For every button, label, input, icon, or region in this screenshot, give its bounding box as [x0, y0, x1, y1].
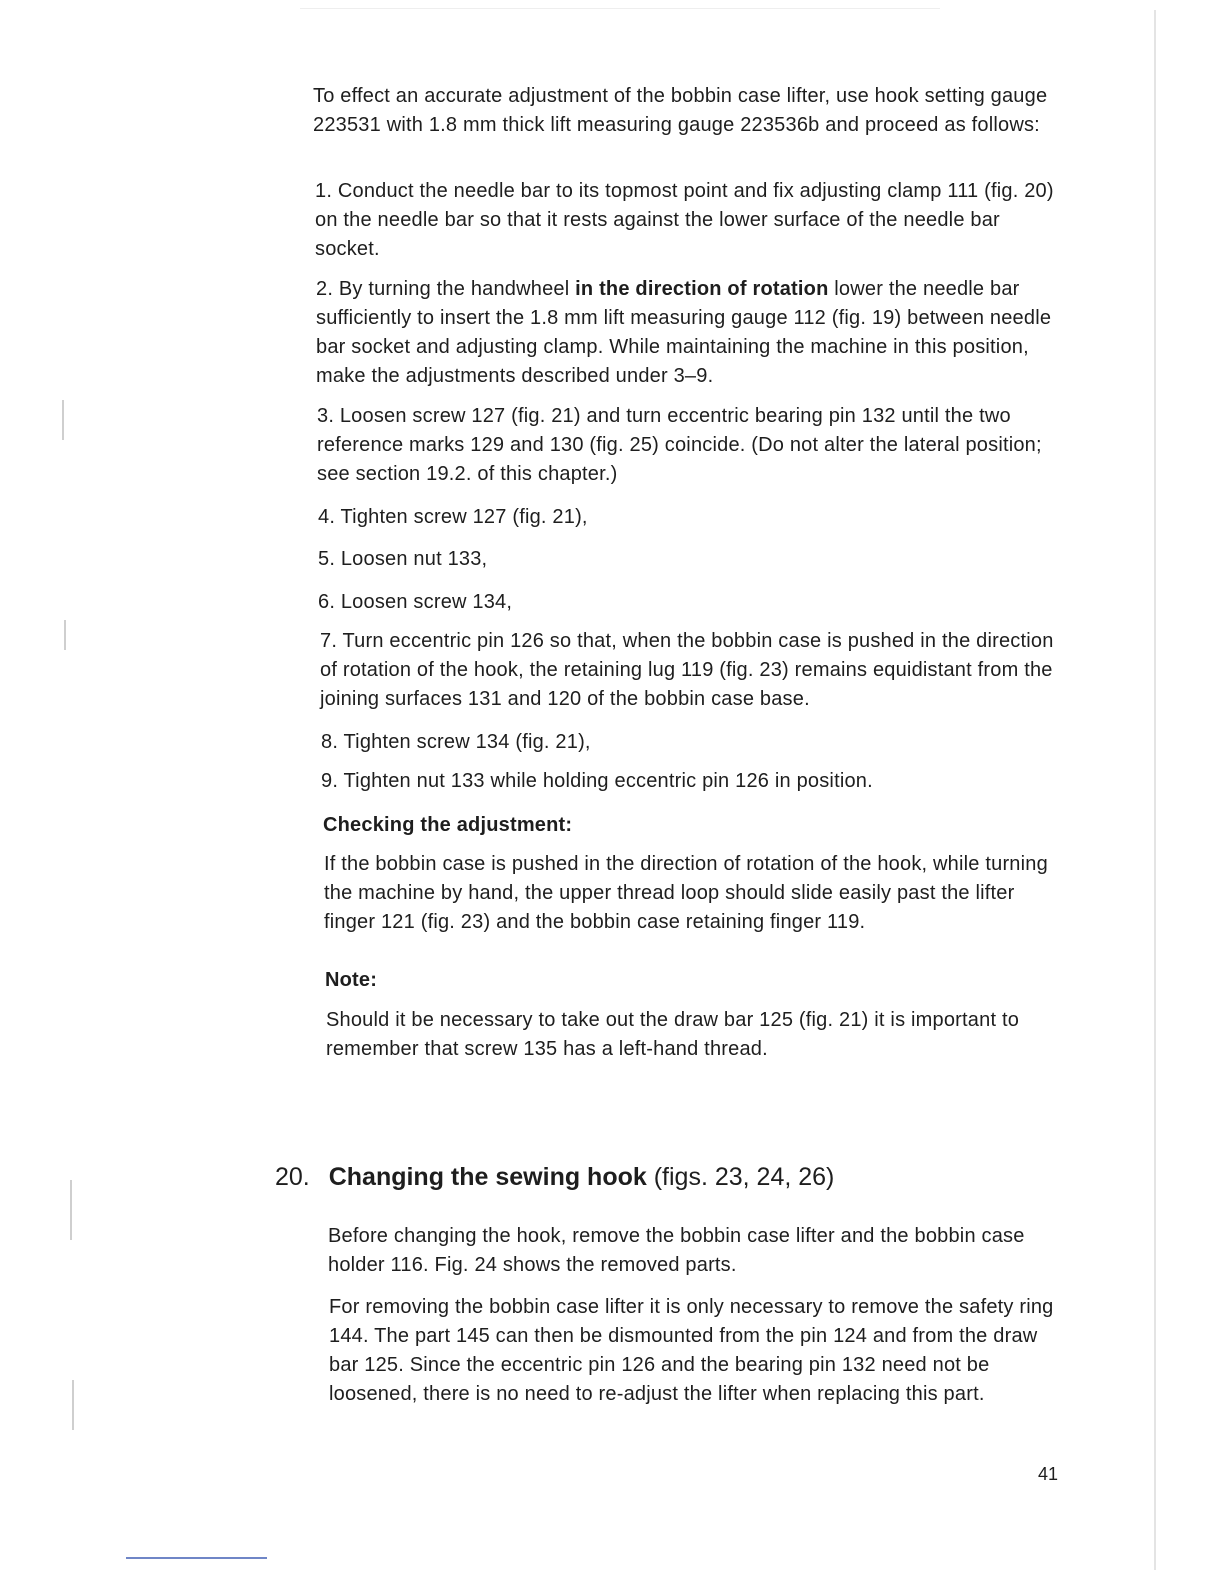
section-text: For removing the bobbin case lifter it is only necessary to remove the safety ring 144. The part 145 can then be dismounted from the pin 124 and from the draw bar 125. Since the eccentric pin 126 and the bearing pin 132 need not be loosened, there is no need to re-adjust the lifter when replacing this part.: [329, 1296, 1054, 1405]
step-text: Tighten screw 127 (fig. 21),: [340, 506, 588, 528]
step-text: lower the needle bar sufficiently to insert the 1.8 mm lift measuring gauge 112 (fig. 19) between needle bar socket and adjusting clamp. While maintaining the machine in this position, make the adjustments described under 3–9.: [316, 278, 1052, 387]
step-text: Loosen nut 133,: [340, 548, 488, 570]
section-heading: [275, 1160, 834, 1194]
step-6: [318, 588, 1058, 617]
step-7: [320, 627, 1060, 714]
section-number: 20.: [275, 1163, 310, 1191]
checking-paragraph: [324, 850, 1064, 937]
step-number: 3.: [317, 405, 335, 427]
scan-margin-mark: [72, 1380, 74, 1430]
checking-text: If the bobbin case is pushed in the direction of rotation of the hook, while turning the machine by hand, the upper thread loop should slide easily past the lifter finger 121 (fig. 23) and the bobbin case retaining finger 119.: [324, 853, 1048, 933]
page-number: 41: [1038, 1464, 1059, 1484]
step-3: [317, 402, 1057, 489]
section-title: Changing the sewing hook: [328, 1163, 647, 1191]
step-1: [315, 177, 1055, 264]
step-text: By turning the handwheel: [338, 278, 570, 300]
checking-title: Checking the adjustment:: [323, 814, 573, 836]
intro-text: To effect an accurate adjustment of the bobbin case lifter, use hook setting gauge 223531 with 1.8 mm thick lift measuring gauge 223536b and proceed as follows:: [313, 85, 1048, 136]
scan-margin-mark: [64, 620, 66, 650]
step-text: Loosen screw 127 (fig. 21) and turn eccentric bearing pin 132 until the two reference marks 129 and 130 (fig. 25) coincide. (Do not alter the lateral position; see section 19.2. of this chapter.): [317, 405, 1042, 485]
section-paragraph-2: [329, 1293, 1069, 1409]
step-text: Loosen screw 134,: [340, 591, 513, 613]
step-text: Turn eccentric pin 126 so that, when the bobbin case is pushed in the direction of rotation of the hook, the retaining lug 119 (fig. 23) remains equidistant from the joining surfaces 131 and 120 of the bobbin case base.: [320, 630, 1054, 710]
step-number: 9.: [321, 770, 339, 792]
section-text: Before changing the hook, remove the bobbin case lifter and the bobbin case holder 116. Fig. 24 shows the removed parts.: [328, 1225, 1025, 1276]
scan-margin-mark: [62, 400, 64, 440]
scan-top-edge: [300, 8, 940, 9]
step-number: 8.: [321, 731, 339, 753]
step-number: 7.: [320, 630, 338, 652]
step-number: 6.: [318, 591, 336, 613]
step-text: Tighten screw 134 (fig. 21),: [343, 731, 591, 753]
note-paragraph: [326, 1006, 1066, 1064]
section-figure-reference: (figs. 23, 24, 26): [653, 1163, 835, 1191]
step-number: 2.: [316, 278, 334, 300]
step-text: Tighten nut 133 while holding eccentric pin 126 in position.: [343, 770, 873, 792]
step-number: 1.: [315, 180, 333, 202]
scan-right-edge: [1154, 10, 1156, 1570]
step-9: [321, 767, 1061, 796]
note-title: Note:: [325, 969, 378, 991]
scan-margin-mark: [70, 1180, 72, 1240]
step-number: 5.: [318, 548, 336, 570]
step-2: [316, 275, 1056, 391]
note-text: Should it be necessary to take out the draw bar 125 (fig. 21) it is important to remember that screw 135 has a left-hand thread.: [326, 1009, 1020, 1060]
scan-bottom-mark: [126, 1557, 267, 1559]
section-paragraph-1: [328, 1222, 1068, 1280]
step-8: [321, 728, 1061, 757]
intro-paragraph: [313, 82, 1053, 140]
step-emphasis: in the direction of rotation: [575, 278, 829, 300]
step-text: Conduct the needle bar to its topmost point and fix adjusting clamp 111 (fig. 20) on the needle bar so that it rests against the lower surface of the needle bar socket.: [315, 180, 1054, 260]
step-4: [318, 503, 1058, 532]
step-number: 4.: [318, 506, 336, 528]
step-5: [318, 545, 1058, 574]
